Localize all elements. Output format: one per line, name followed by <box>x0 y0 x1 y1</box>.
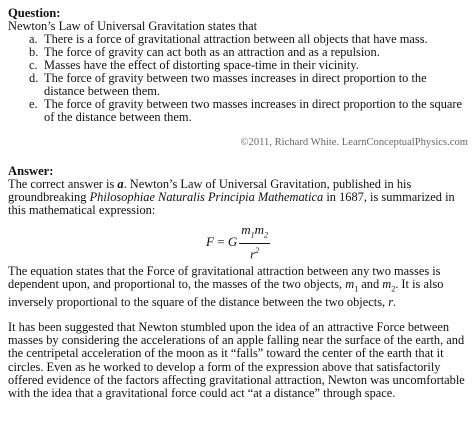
answer-paragraph-3: It has been suggested that Newton stumbled upon the idea of an attractive Force between masses by considering the accelerations of an apple falling near the surface of the earth, and the centripetal acceleration of the moon as it “falls” toward the center of the earth that it circles. Even as he worked to develop a form of the expression above that satisfactorily offered evidence of the factors affecting gravitational attraction, Newton was uncomfortable with the idea that a gravitational force could act “at a distance” through space. <box>8 320 465 401</box>
answer-text: . It is also inversely proportional to the square of the distance between the two objects, <box>8 277 444 309</box>
answer-text: The correct answer is <box>8 177 118 191</box>
option-text: There is a force of gravitational attraction between all objects that have mass. <box>44 32 428 46</box>
mass-symbol: m <box>241 222 251 238</box>
formula-force: F <box>206 234 214 249</box>
option-text: The force of gravity between two masses increases in direct proportion to the square of the distance between them. <box>44 97 463 124</box>
formula-fraction <box>239 224 270 260</box>
option-letter: d. <box>29 71 39 85</box>
option-text: The force of gravity between two masses increases in direct proportion to the distance between them. <box>44 71 427 98</box>
option-letter: c. <box>29 58 38 72</box>
book-title: Philosophiae Naturalis Principia Mathematica <box>89 190 324 204</box>
option-text: Masses have the effect of distorting space-time in their vicinity. <box>44 58 359 72</box>
option-letter: e. <box>29 97 38 111</box>
answer-options-list <box>8 33 468 124</box>
option-letter: b. <box>29 45 39 59</box>
gravitation-formula <box>8 221 468 263</box>
answer-text: . Newton’s Law of Universal Gravitation, published in his groundbreaking <box>8 177 412 204</box>
copyright-credit: ©2011, Richard White. LearnConceptualPhysics.com <box>240 137 468 148</box>
document-page <box>8 7 468 400</box>
mass-symbol: m <box>345 277 355 292</box>
answer-text: The equation states that the Force of gravitational attraction between any two masses is dependent upon, and proportional to, the masses of the two objects, <box>8 264 441 292</box>
correct-answer-letter: a <box>117 177 124 191</box>
option-e <box>8 98 468 124</box>
mass-symbol: m <box>382 277 392 292</box>
subscript: 2 <box>391 284 396 294</box>
formula-constant: G <box>227 234 238 249</box>
answer-text: . <box>393 294 397 309</box>
answer-heading: Answer: <box>8 164 54 178</box>
formula-numerator <box>239 224 270 244</box>
answer-text: in 1687, is summarized in this mathematical expression: <box>8 190 455 217</box>
exponent: 2 <box>255 245 260 255</box>
formula-denominator <box>250 244 259 260</box>
distance-symbol: r <box>388 294 394 309</box>
answer-text: and <box>358 277 383 292</box>
option-text: The force of gravity can act both as an attraction and as a repulsion. <box>44 45 380 59</box>
answer-paragraph-1 <box>8 178 468 217</box>
option-letter: a. <box>29 32 38 46</box>
subscript: 2 <box>263 230 268 240</box>
formula-equals: = <box>213 234 228 249</box>
option-d <box>8 72 468 98</box>
answer-paragraph-2 <box>8 265 468 309</box>
question-intro: Newton’s Law of Universal Gravitation states that <box>8 19 258 33</box>
mass-symbol: m <box>254 222 264 238</box>
question-heading: Question: <box>8 6 61 20</box>
subscript: 1 <box>250 230 255 240</box>
subscript: 1 <box>354 284 359 294</box>
distance-symbol: r <box>250 245 256 261</box>
